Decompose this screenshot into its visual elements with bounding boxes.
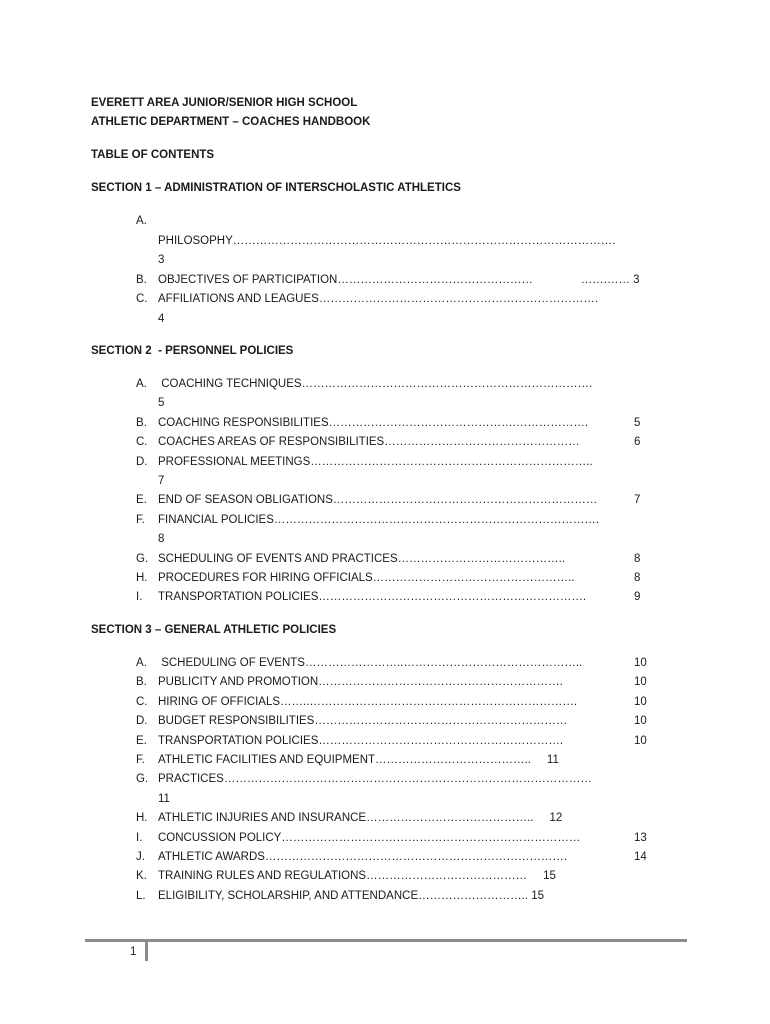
toc-entry-title: COACHES AREAS OF RESPONSIBILITIES…………………………………………… bbox=[158, 436, 580, 449]
toc-entry-title: 3 bbox=[158, 254, 165, 267]
toc-entry-title: 11 bbox=[158, 792, 170, 805]
toc-entry-letter: B. bbox=[136, 273, 147, 286]
toc-entry-page: 6 bbox=[634, 436, 641, 449]
toc-entry-letter: B. bbox=[136, 676, 147, 689]
page-number: 1 bbox=[130, 946, 137, 958]
toc-entry-title: ELIGIBILITY, SCHOLARSHIP, AND ATTENDANCE……………………….. 15 bbox=[158, 889, 544, 902]
toc-entry-letter: G. bbox=[136, 773, 149, 786]
toc-entry-letter: L. bbox=[136, 889, 146, 902]
toc-entry-title: PHILOSOPHY………………………………………………………………………………………. bbox=[158, 234, 616, 247]
toc-entry-letter: I. bbox=[136, 591, 143, 604]
toc-entry-page: 7 bbox=[634, 494, 641, 507]
toc-entry-title: COACHING TECHNIQUES…………………………………………………………………. bbox=[158, 378, 593, 390]
toc-entry-page: 8 bbox=[634, 552, 641, 565]
toc-entry-letter: J. bbox=[136, 851, 145, 863]
toc-entry-letter: H. bbox=[136, 812, 148, 825]
toc-entry-title: PROFESSIONAL MEETINGS……………………………………………………………….. bbox=[158, 455, 593, 468]
section-2-title: SECTION 2 - PERSONNEL POLICIES bbox=[91, 345, 294, 357]
toc-entry-letter: A. bbox=[136, 215, 147, 227]
toc-entry-page: 5 bbox=[634, 416, 641, 429]
toc-entry-page: 8 bbox=[634, 572, 641, 584]
toc-entry-title: TRAINING RULES AND REGULATIONS…………………………………… 15 bbox=[158, 870, 556, 883]
toc-entry-title: BUDGET RESPONSIBILITIES………………………………………………………… bbox=[158, 715, 568, 728]
toc-entry-title: 4 bbox=[158, 313, 165, 325]
toc-entry-page: 14 bbox=[634, 851, 647, 863]
toc-entry-page: 9 bbox=[634, 591, 641, 604]
section-1-title: SECTION 1 – ADMINISTRATION OF INTERSCHOLASTIC ATHLETICS bbox=[91, 182, 461, 194]
toc-entry-letter: E. bbox=[136, 494, 147, 507]
toc-entry-title: 8 bbox=[158, 533, 165, 546]
toc-entry-page: 10 bbox=[634, 734, 647, 747]
toc-entry-page: 10 bbox=[634, 657, 647, 669]
school-name: EVERETT AREA JUNIOR/SENIOR HIGH SCHOOL bbox=[91, 97, 358, 109]
toc-entry-letter: F. bbox=[136, 513, 145, 526]
toc-entry-title: PROCEDURES FOR HIRING OFFICIALS…………………………………………….. bbox=[158, 572, 575, 584]
section-3-title: SECTION 3 – GENERAL ATHLETIC POLICIES bbox=[91, 624, 337, 636]
toc-entry-letter: E. bbox=[136, 734, 147, 747]
toc-entry-title: OBJECTIVES OF PARTICIPATION…………………………………………… …….…… 3 bbox=[158, 273, 640, 286]
toc-entry-letter: I. bbox=[136, 831, 143, 844]
toc-entry-title: FINANCIAL POLICIES…………………………………………………………………………. bbox=[158, 513, 600, 526]
toc-entry-title: COACHING RESPONSIBILITIES………………………………………….………………. bbox=[158, 416, 589, 429]
toc-entry-letter: B. bbox=[136, 416, 147, 429]
toc-entry-title: ATHLETIC FACILITIES AND EQUIPMENT………………………………….. 11 bbox=[158, 754, 559, 766]
toc-entry-title: CONCUSSION POLICY…………………………………………………………………… bbox=[158, 831, 581, 844]
toc-entry-title: 5 bbox=[158, 397, 165, 410]
toc-entry-letter: C. bbox=[136, 695, 148, 708]
toc-entry-letter: G. bbox=[136, 552, 149, 565]
toc-entry-letter: F. bbox=[136, 754, 145, 766]
toc-title: TABLE OF CONTENTS bbox=[91, 149, 215, 161]
toc-entry-letter: H. bbox=[136, 572, 148, 584]
toc-entry-letter: C. bbox=[136, 436, 148, 449]
toc-entry-title: HIRING OF OFFICIALS……..……………………………………………………………. bbox=[158, 695, 578, 708]
handbook-title: ATHLETIC DEPARTMENT – COACHES HANDBOOK bbox=[91, 116, 371, 128]
footer-divider bbox=[145, 939, 148, 961]
toc-entry-letter: A. bbox=[136, 657, 147, 669]
toc-entry-title: SCHEDULING OF EVENTS AND PRACTICES…………………………………….. bbox=[158, 552, 566, 565]
toc-entry-letter: D. bbox=[136, 715, 148, 728]
toc-entry-title: 7 bbox=[158, 475, 165, 487]
toc-entry-page: 10 bbox=[634, 695, 647, 708]
toc-entry-title: PRACTICES…………………………………………………………………………………… bbox=[158, 773, 592, 786]
toc-entry-page: 10 bbox=[634, 676, 647, 689]
toc-entry-title: END OF SEASON OBLIGATIONS…………………………………………………………… bbox=[158, 494, 598, 507]
toc-entry-title: PUBLICITY AND PROMOTION………………………………………………………. bbox=[158, 676, 563, 689]
footer-rule bbox=[85, 939, 687, 942]
toc-entry-title: TRANSPORTATION POLICIES……………………………………………………………. bbox=[158, 591, 587, 604]
toc-entry-letter: K. bbox=[136, 870, 147, 883]
toc-entry-title: ATHLETIC AWARDS……………………………………………………………………. bbox=[158, 851, 568, 863]
toc-entry-letter: A. bbox=[136, 378, 147, 390]
toc-entry-letter: C. bbox=[136, 293, 148, 306]
toc-entry-letter: D. bbox=[136, 455, 148, 468]
toc-entry-title: TRANSPORTATION POLICIES………………………………………………………. bbox=[158, 734, 564, 747]
toc-entry-page: 13 bbox=[634, 831, 647, 844]
toc-entry-page: 10 bbox=[634, 715, 647, 728]
toc-entry-title: AFFILIATIONS AND LEAGUES………………………………………………………………. bbox=[158, 293, 599, 306]
toc-entry-title: SCHEDULING OF EVENTS……………………..……………………………………….. bbox=[158, 657, 583, 669]
toc-entry-title: ATHLETIC INJURIES AND INSURANCE…………………………………….. 12 bbox=[158, 812, 563, 825]
